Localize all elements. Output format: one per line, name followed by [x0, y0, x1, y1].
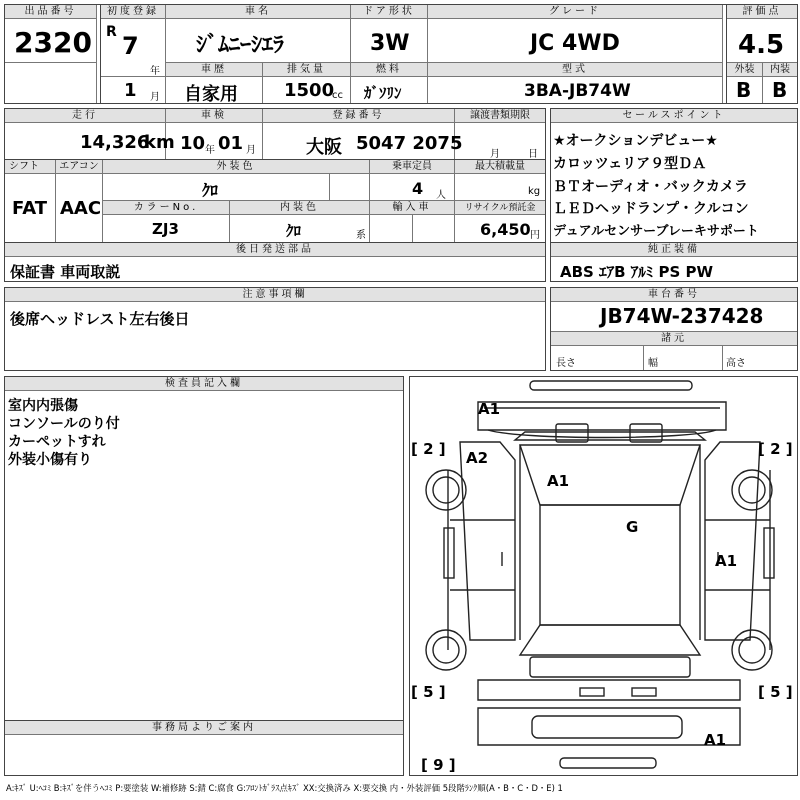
sales-point-1: ★オークションデビュー★ [553, 133, 718, 149]
inspector-note-1: 室内内張傷 [8, 398, 78, 414]
genuine-header: 純正装備 [551, 243, 797, 257]
fuel-header: 燃料 [351, 63, 427, 77]
ext-color-header: 外装色 [103, 160, 369, 174]
score: 4.5 [738, 30, 785, 60]
transfer-header: 譲渡書類期限 [455, 109, 545, 123]
office-header: 事務局よりご案内 [5, 721, 403, 735]
shift: FAT [12, 198, 48, 219]
int-color-header: 内装色 [230, 201, 369, 215]
spec-width: 幅 [648, 358, 658, 369]
mark-rear-bumper: A1 [704, 731, 727, 749]
recycle-header: リサイクル預託金 [455, 201, 545, 215]
capacity: 4 [412, 179, 424, 198]
reg-no: 5047 2075 [356, 133, 463, 154]
sales-point-header: セールスポイント [551, 109, 797, 123]
grade-header: グレード [428, 5, 722, 19]
spec-height: 高さ [726, 358, 746, 369]
era: R [106, 24, 117, 40]
fuel: ｶﾞｿﾘﾝ [364, 84, 402, 102]
car-name: ｼﾞﾑﾆｰｼｴﾗ [196, 33, 285, 58]
max-load-header: 最大積載量 [455, 160, 545, 174]
tire-spare: [ 9 ] [421, 756, 456, 774]
recycle-fee: 6,450 [480, 220, 531, 239]
sales-point-3: ＢＴオーディオ・バックカメラ [553, 179, 748, 195]
displacement-header: 排気量 [263, 63, 350, 77]
interior-grade: B [772, 78, 788, 102]
lot-number: 2320 [14, 26, 92, 59]
inspection-year: 10 [180, 133, 206, 154]
displacement: 1500 [284, 80, 335, 101]
later-parts: 保証書 車両取説 [10, 263, 121, 281]
car-name-header: 車名 [166, 5, 350, 19]
mark-left-fender: A2 [466, 449, 489, 467]
model-code-header: 型式 [428, 63, 722, 77]
grade: JC 4WD [530, 31, 620, 56]
notes-header: 注意事項欄 [5, 288, 545, 302]
ext-color: ｸﾛ [202, 181, 219, 200]
reg-month: 1 [124, 80, 137, 101]
spec-length: 長さ [556, 358, 576, 369]
exterior-header: 外装 [727, 63, 762, 77]
inspector-note-4: 外装小傷有り [8, 452, 92, 468]
notes: 後席ヘッドレスト左右後日 [10, 310, 190, 328]
aircon-header: エアコン [56, 160, 102, 174]
color-no: ZJ3 [152, 220, 179, 238]
sales-point-2: カロッツェリア９型ＤＡ [553, 156, 707, 172]
mark-hood: A1 [547, 472, 570, 490]
mark-front-bumper: A1 [478, 400, 501, 418]
tire-rear-left: [ 5 ] [411, 683, 446, 701]
door-type: 3W [370, 31, 410, 56]
capacity-header: 乗車定員 [370, 160, 454, 174]
score-header: 評価点 [727, 5, 797, 19]
mark-windshield: G [626, 518, 639, 536]
mileage-header: 走行 [5, 109, 165, 123]
reg-no-prefix: 大阪 [306, 137, 342, 158]
tire-rear-right: [ 5 ] [758, 683, 793, 701]
specs-header: 諸元 [551, 332, 797, 346]
sales-point-4: ＬＥＤヘッドランプ・クルコン [553, 201, 749, 217]
import-header: 輸入車 [370, 201, 454, 215]
aircon: AAC [60, 198, 102, 219]
inspector-note-2: コンソールのり付 [8, 416, 120, 432]
chassis-number: JB74W-237428 [600, 304, 764, 328]
tire-front-right: [ 2 ] [758, 440, 793, 458]
model-code: 3BA-JB74W [524, 81, 631, 101]
inspection-month: 01 [218, 133, 244, 154]
inspection-header: 車検 [166, 109, 262, 123]
tire-front-left: [ 2 ] [411, 440, 446, 458]
interior-header: 内装 [763, 63, 797, 77]
genuine-equipment: ABS ｴｱB ｱﾙﾐ PS PW [560, 263, 714, 281]
history: 自家用 [184, 84, 238, 105]
reg-no-header: 登録番号 [263, 109, 454, 123]
later-parts-header: 後日発送部品 [5, 243, 545, 257]
mark-right-door: A1 [715, 552, 738, 570]
inspector-header: 検査員記入欄 [5, 377, 403, 391]
door-header: ドア形状 [351, 5, 427, 19]
first-reg-header: 初度登録 [101, 5, 165, 19]
legend: A:ｷｽﾞ U:ﾍｺﾐ B:ｷｽﾞを伴うﾍｺﾐ P:要塗装 W:補修跡 S:錆 C:腐食 G:ﾌﾛﾝﾄｶﾞﾗｽ点ｷｽﾞ XX:交換済み X:要交換 内・外装評価 5段階ﾗﾝｸ順(A・B・C・D・E) 1 [6, 783, 563, 793]
chassis-header: 車台番号 [551, 288, 797, 302]
mileage: 14,326 [80, 132, 150, 153]
reg-year: 7 [122, 32, 139, 60]
inspector-note-3: カーペットすれ [8, 434, 106, 450]
sales-point-5: デュアルセンサーブレーキサポート [553, 224, 759, 239]
shift-header: シフト [5, 160, 55, 174]
exterior-grade: B [736, 78, 752, 102]
int-color: ｸﾛ [286, 222, 302, 240]
history-header: 車歴 [166, 63, 262, 77]
color-no-header: カラーNo. [103, 201, 229, 215]
lot-no-header: 出品番号 [5, 5, 96, 19]
